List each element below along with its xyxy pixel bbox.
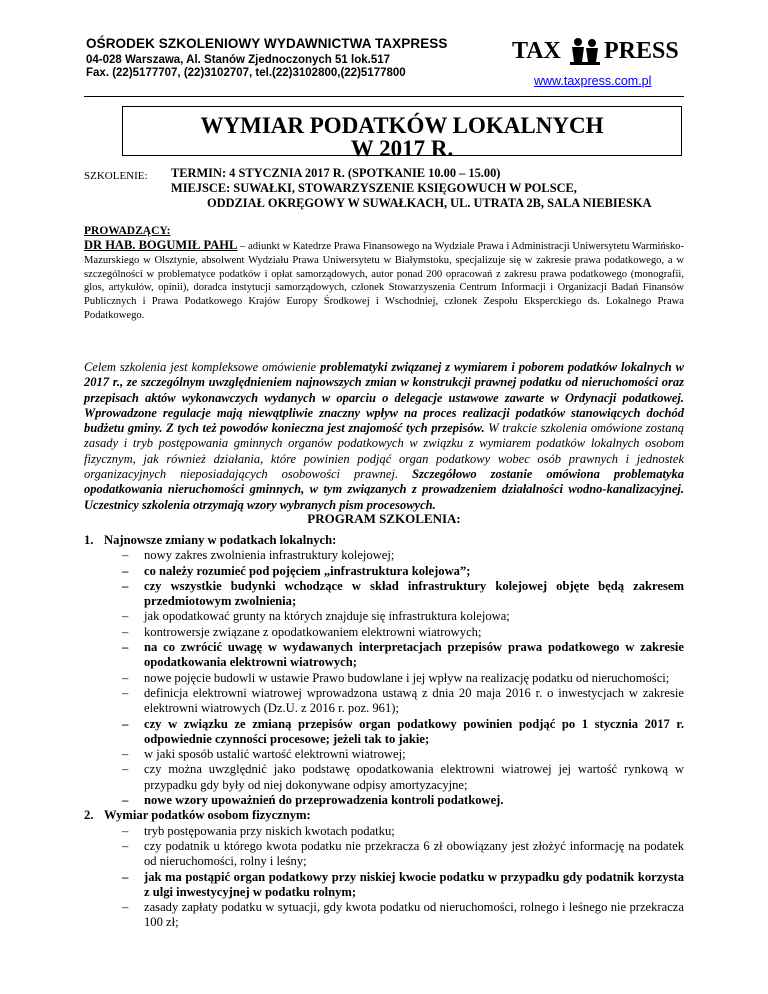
program-item-text: czy można uwzględnić jako podstawę opodatkowania elektrowni wiatrowej jej wartość rynkową w przypadku gdy były od niej dokonywane odpisy amortyzacyjne; [144,762,684,792]
logo-text-right: PRESS [604,38,679,64]
organizer-contact: Fax. (22)5177707, (22)3102707, tel.(22)3102800,(22)5177800 [86,67,406,79]
program-item-text: na co zwrócić uwagę w wydawanych interpretacjach przepisów prawa podatkowego w zakresie opodatkowania elektrowni wiatrowych; [144,640,684,670]
program-item-text: nowe pojęcie budowli w ustawie Prawo budowlane i jej wpływ na realizację podatku od nieruchomości; [144,670,670,685]
training-place: MIEJSCE: SUWAŁKI, STOWARZYSZENIE KSIĘGOWUCH W POLSCE, [171,181,577,195]
program-item [84,671,684,686]
dash-bullet-icon: – [122,869,129,884]
program-item-text: w jaki sposób ustalić wartość elektrowni wiatrowej; [144,747,406,762]
intro-paragraph [84,360,684,513]
intro-text-2: W trakcie szkolenia omówione zostaną zasady i tryb postępowania gminnych organów podatkowych w związku z wymiarem podatków lokalnych osobom fizycznym, jak również działania, które powinien podjąć organ podatkowy wobec osób prawnych i jednostek organizacyjnych nieposiadających osobowości prawnej. [84,421,684,482]
program-item-text: jak opodatkować grunty na których znajduje się infrastruktura kolejowa; [144,609,510,624]
dash-bullet-icon: – [122,640,129,655]
program-item [84,900,684,931]
intro-text-1: Celem szkolenia jest kompleksowe omówienie [84,360,321,374]
program-section-number: 2. [84,808,94,823]
training-venue: ODDZIAŁ OKRĘGOWY W SUWAŁKACH, UL. UTRATA 2B, SALA NIEBIESKA [207,196,652,210]
logo-text-left: TAX [512,38,561,64]
website-link[interactable]: www.taxpress.com.pl [534,74,652,88]
program-section-number: 1. [84,533,94,547]
program-section-title: Wymiar podatków osobom fizycznym: [104,808,311,823]
program-item-text: kontrowersje związane z opodatkowaniem elektrowni wiatrowych; [144,624,482,639]
presenter-bio: – adiunkt w Katedrze Prawa Finansowego na Wydziale Prawa i Administracji Uniwersytetu Warmińsko-Mazurskiego w Olsztynie, absolwent Wydziału Prawa Uniwersytetu w Białymstoku, specjalizuje się w zakresie prawa podatkowego, a w szczególności w problematyce podatków i opłat samorządowych, autor ponad 200 opracowań z zakresu prawa podatkowego (monografii, glos, artykułów, opinii), doradca instytucji samorządowych, członek Stowarzyszenia Centrum Informacji i Organizacji Badań Finansów Publicznych i Prawa Podatkowego Krajów Europy Środkowej i Wschodniej, członek Zespołu Eksperckiego ds. Lokalnego Prawa Podatkowego. [84,241,684,321]
program-item [84,579,684,610]
dash-bullet-icon: – [122,578,129,593]
training-date: TERMIN: 4 STYCZNIA 2017 R. (SPOTKANIE 10.00 – 15.00) [171,166,501,180]
intro-bold-1: problematyki związanej z wymiarem i poborem podatków lokalnych w 2017 r., ze szczególnym uwzględnieniem najnowszych zmian w konstrukcji prawnej podatku od nieruchomości oraz przepisach aktów wykonawczych wydanych w oparciu o delegacje ustawowe zawarte w Ordynacji podatkowej. Wprowadzone regulacje mają niewątpliwie znaczny wpływ na proces realizacji podatków stanowiących dochód budżetu gminy. Z tych też powodów konieczna jest znajomość tych przepisów. [84,360,684,436]
program-section-title: Najnowsze zmiany w podatkach lokalnych: [104,533,337,547]
program-section [84,533,684,808]
presenter-name: DR HAB. BOGUMIŁ PAHL [84,238,238,252]
training-label: SZKOLENIE: [84,170,148,182]
program-section [84,808,684,930]
program-item [84,686,684,717]
program-item [84,717,684,748]
dash-bullet-icon: – [122,670,129,685]
program-item-text: czy wszystkie budynki wchodzące w skład infrastruktury kolejowej objęte będą zakresem przedmiotowym zwolnienia; [144,578,684,609]
intro-bold-2: Szczegółowo zostanie omówiona problematyka opodatkowania nieruchomości gminnych, w tym związanych z prowadzeniem działalności wodno-kanalizacyjnej. Uczestnicy szkolenia otrzymają wzory wybranych pism procesowych. [84,467,684,512]
dash-bullet-icon: – [122,747,129,762]
program-item-text: co należy rozumieć pod pojęciem „infrastruktura kolejowa”; [144,563,471,578]
program-item [84,762,684,793]
header-divider [84,96,684,97]
dash-bullet-icon: – [122,793,129,808]
program-item [84,793,684,808]
program-item-text: jak ma postąpić organ podatkowy przy niskiej kwocie podatku w przypadku gdy podatnik korzysta z ulgi inwestycyjnej w podatku rolnym; [144,869,684,899]
organizer-block [86,36,448,79]
program-item-text: definicja elektrowni wiatrowej wprowadzona ustawą z dnia 20 maja 2016 r. o inwestycjach w zakresie elektrowni wiatrowych (Dz.U. z 2016 r. poz. 961); [144,685,684,716]
title-line-1: WYMIAR PODATKÓW LOKALNYCH [200,113,604,138]
program-title: PROGRAM SZKOLENIA: [307,511,461,526]
dash-bullet-icon: – [122,762,129,777]
dash-bullet-icon: – [122,548,129,563]
dash-bullet-icon: – [122,609,129,624]
dash-bullet-icon: – [122,563,129,578]
program-item-text: czy podatnik u którego kwota podatku nie przekracza 6 zł obowiązany jest złożyć informację na podatek od nieruchomości, rolny i leśny; [144,838,684,869]
dash-bullet-icon: – [122,685,129,700]
dash-bullet-icon: – [122,900,129,915]
presenter-heading: PROWADZĄCY: [84,225,171,237]
program-item [84,747,684,762]
organizer-name: OŚRODEK SZKOLENIOWY WYDAWNICTWA TAXPRESS [86,36,448,51]
title-line-2: W 2017 R. [350,136,454,161]
program-item [84,548,684,563]
program-item [84,640,684,671]
program-item-text: czy w związku ze zmianą przepisów organ podatkowy powinien podjąć po 1 stycznia 2017 r. odpowiednie czynności procesowe; jeżeli tak to jakie; [144,716,684,746]
program-item [84,564,684,579]
dash-bullet-icon: – [122,716,129,731]
program-item-text: nowy zakres zwolnienia infrastruktury kolejowej; [144,548,395,563]
organizer-address: 04-028 Warszawa, Al. Stanów Zjednoczonych 51 lok.517 [86,54,391,66]
dash-bullet-icon: – [122,624,129,639]
program-item [84,839,684,870]
training-details [171,166,651,211]
program-item-text: zasady zapłaty podatku w sytuacji, gdy kwota podatku od nieruchomości, rolnego i leśnego nie przekracza 100 zł; [144,900,684,930]
program-item [84,625,684,640]
program-section-heading [84,533,684,548]
program-item [84,870,684,901]
program-item [84,824,684,839]
program-section-heading [84,808,684,823]
program-item-text: nowe wzory upoważnień do przeprowadzenia kontroli podatkowej. [144,793,504,808]
logo-figures-icon [570,38,600,65]
presenter-bio-block [84,239,684,323]
dash-bullet-icon: – [122,838,129,853]
taxpress-logo [512,34,684,70]
program-list [84,533,684,931]
dash-bullet-icon: – [122,823,129,838]
program-item [84,609,684,624]
title-box [122,106,682,161]
program-item-text: tryb postępowania przy niskich kwotach podatku; [144,823,395,838]
